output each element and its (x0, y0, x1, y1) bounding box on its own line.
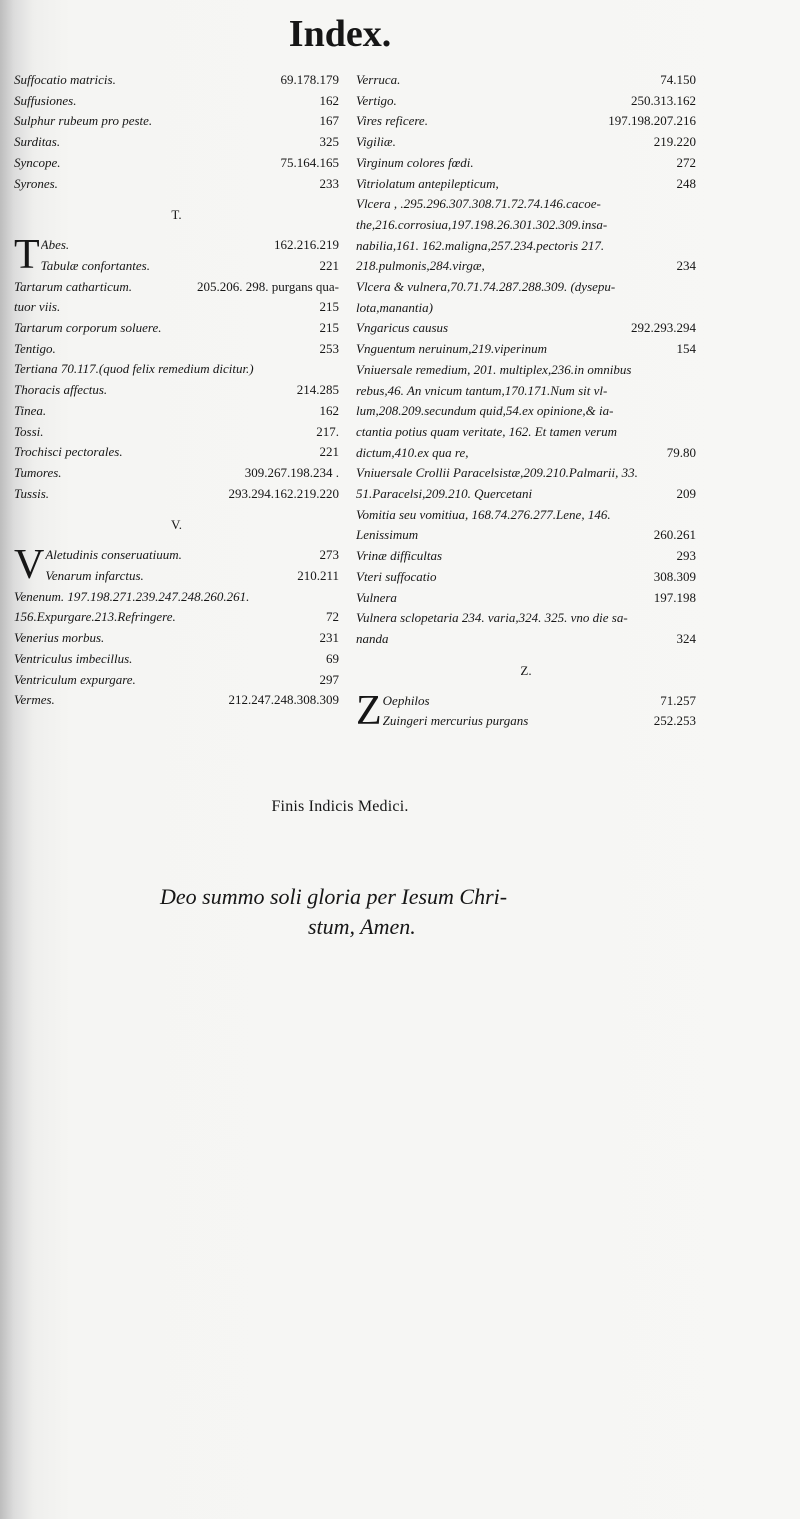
index-pages: 75.164.165 (280, 154, 339, 170)
index-term: Vngaricus causus (356, 320, 449, 336)
index-term: Tertiana 70.117.(quod felix remedium dicitur.) (14, 361, 254, 377)
index-pages: 297 (319, 671, 339, 687)
index-pages: 214.285 (296, 382, 339, 398)
index-term: Vertigo. (356, 92, 397, 108)
index-entry (356, 70, 696, 91)
index-term: Ventriculum expurgare. (14, 671, 136, 687)
section-letter-t: T. (171, 207, 182, 223)
index-term: Sulphur rubeum pro peste. (14, 113, 153, 129)
index-term: Vrinæ difficultas (356, 548, 443, 564)
dropcap-v: V (14, 542, 45, 589)
index-term: Ventriculus imbecillus. (14, 650, 133, 666)
index-term: nanda (356, 630, 389, 646)
index-entry (14, 91, 339, 112)
index-term: Aletudinis conseruatiuum. (45, 547, 182, 563)
index-term: nabilia,161. 162.maligna,257.234.pectoris 217. (356, 237, 605, 253)
index-entry (41, 235, 339, 256)
index-term: Vitriolatum antepilepticum, (356, 175, 499, 191)
index-entry (356, 443, 696, 464)
index-entry (14, 70, 339, 91)
index-entry (14, 132, 339, 153)
index-pages: 69 (326, 650, 339, 666)
index-pages: 210.211 (297, 568, 339, 584)
index-term: tuor viis. (14, 299, 61, 315)
index-pages: 217. (316, 423, 339, 439)
section-letter-v: V. (171, 517, 182, 533)
index-term: Syrones. (14, 175, 58, 191)
index-entry (14, 442, 339, 463)
index-entry (356, 401, 696, 422)
index-term: 156.Expurgare.213.Refringere. (14, 609, 176, 625)
index-entry (383, 711, 696, 732)
index-pages: 197.198.207.216 (608, 113, 696, 129)
index-entry (356, 381, 696, 402)
index-entry (356, 256, 696, 277)
index-term: Vteri suffocatio (356, 568, 437, 584)
index-entry (14, 422, 339, 443)
index-pages: 293 (676, 548, 696, 564)
index-term: Trochisci pectorales. (14, 444, 123, 460)
index-entry (14, 607, 339, 628)
index-entry (14, 380, 339, 401)
index-term: dictum,410.ex qua re, (356, 444, 469, 460)
section-letter-z: Z. (520, 662, 532, 678)
index-entry (14, 359, 339, 380)
index-pages: 72 (326, 609, 339, 625)
index-term: Vermes. (14, 692, 55, 708)
index-entry (14, 649, 339, 670)
index-group-v (14, 542, 339, 711)
index-entry (14, 153, 339, 174)
index-entry (41, 256, 339, 277)
index-pages: 253 (319, 340, 339, 356)
index-entry (356, 629, 696, 650)
index-entry (356, 111, 696, 132)
index-entry (356, 153, 696, 174)
dedication-line-1: Deo summo soli gloria per Iesum Chri- (160, 884, 508, 909)
index-term: Vlcera , .295.296.307.308.71.72.74.146.cacoe- (356, 196, 601, 212)
index-entry (356, 215, 696, 236)
index-term: Tumores. (14, 464, 62, 480)
index-pages: 250.313.162 (631, 92, 696, 108)
index-pages: 162 (319, 92, 339, 108)
index-term: Tentigo. (14, 340, 56, 356)
index-entry (45, 545, 339, 566)
index-entry (14, 484, 339, 505)
index-pages: 212.247.248.308.309 (228, 692, 339, 708)
index-pages: 162 (319, 402, 339, 418)
closing-dedication (160, 882, 620, 942)
index-term: Syncope. (14, 154, 61, 170)
index-term: rebus,46. An vnicum tantum,170.171.Num sit vl- (356, 382, 608, 398)
dropcap-z: Z (356, 687, 382, 734)
page-title: Index. (288, 13, 392, 55)
index-column-right (356, 70, 696, 732)
index-entry (356, 463, 696, 484)
dedication-line-2: stum, Amen. (308, 914, 416, 939)
index-entry (14, 463, 339, 484)
index-entry (14, 587, 339, 608)
index-term: Surditas. (14, 134, 61, 150)
index-pages: 215 (319, 299, 339, 315)
index-term: Vires reficere. (356, 113, 428, 129)
index-term: Tartarum corporum soluere. (14, 320, 162, 336)
index-pages: 221 (319, 444, 339, 460)
index-entry (356, 194, 696, 215)
index-pages: 260.261 (653, 527, 696, 543)
index-entry (356, 360, 696, 381)
index-term: Zuingeri mercurius purgans (382, 713, 529, 729)
index-pages: 293.294.162.219.220 (228, 485, 339, 501)
index-pages: 233 (319, 175, 339, 191)
index-entry (356, 567, 696, 588)
index-entry (14, 690, 339, 711)
index-entry (356, 546, 696, 567)
index-entry (14, 297, 339, 318)
index-term: Vnguentum neruinum,219.viperinum (356, 341, 548, 357)
index-term: Thoracis affectus. (14, 382, 108, 398)
index-entry (14, 628, 339, 649)
index-pages: 69.178.179 (280, 72, 339, 87)
index-term: Tartarum catharticum. (14, 278, 132, 294)
index-entry (383, 691, 696, 712)
index-term: Vulnera sclopetaria 234. varia,324. 325. vno die sa- (356, 610, 628, 626)
index-term: Suffusiones. (14, 92, 77, 108)
index-term: Venenum. 197.198.271.239.247.248.260.261. (14, 588, 250, 604)
index-pages: 205.206. 298. purgans qua- (196, 278, 339, 294)
index-pages: 167 (319, 113, 339, 129)
index-group-v-cont (356, 70, 696, 650)
index-pages: 325 (319, 134, 339, 150)
index-term: Vniuersale Crollii Paracelsistæ,209.210.Palmarii, 33. (356, 465, 638, 481)
index-term: Suffocatio matricis. (14, 72, 116, 87)
index-pages: 215 (319, 320, 339, 336)
finis-line: Finis Indicis Medici. (271, 798, 409, 815)
index-group-s (14, 70, 339, 194)
index-pages: 71.257 (660, 692, 696, 708)
index-pages: 162.216.219 (274, 237, 339, 253)
index-pages: 219.220 (653, 134, 696, 150)
index-entry (356, 588, 696, 609)
index-entry (45, 566, 339, 587)
index-pages: 272 (676, 154, 696, 170)
index-pages: 252.253 (653, 713, 696, 729)
index-term: Tossi. (14, 423, 44, 439)
index-entry (14, 174, 339, 195)
index-term: the,216.corrosiua,197.198.26.301.302.309.insa- (356, 216, 608, 232)
index-entry (356, 525, 696, 546)
index-entry (356, 298, 696, 319)
index-term: Verruca. (356, 72, 401, 87)
index-pages: 79.80 (666, 444, 696, 460)
index-term: Vulnera (356, 589, 397, 605)
index-term: Abes. (40, 237, 70, 253)
index-entry (356, 318, 696, 339)
index-column-left (14, 70, 339, 711)
index-entry (356, 236, 696, 257)
index-term: 218.pulmonis,284.virgæ, (356, 258, 485, 274)
index-term: Tinea. (14, 402, 47, 418)
index-pages: 234 (676, 258, 696, 274)
index-entry (356, 91, 696, 112)
index-term: Virginum colores fœdi. (356, 154, 474, 170)
index-entry (356, 132, 696, 153)
index-pages: 309.267.198.234 . (244, 464, 339, 480)
index-pages: 231 (319, 630, 339, 646)
index-term: Lenissimum (356, 527, 419, 543)
index-entry (14, 111, 339, 132)
index-pages: 74.150 (660, 72, 696, 87)
index-entry (356, 339, 696, 360)
index-pages: 154 (676, 341, 696, 357)
index-entry (14, 277, 339, 298)
index-entry (356, 422, 696, 443)
index-term: Tabulæ confortantes. (40, 257, 150, 273)
index-pages: 209 (676, 486, 696, 502)
index-pages: 324 (676, 630, 696, 646)
index-entry (356, 608, 696, 629)
index-pages: 308.309 (653, 568, 696, 584)
index-pages: 221 (319, 257, 339, 273)
index-entry (356, 484, 696, 505)
index-pages: 197.198 (653, 589, 696, 605)
index-entry (14, 670, 339, 691)
index-entry (356, 505, 696, 526)
index-pages: 292.293.294 (631, 320, 696, 336)
index-group-t (14, 232, 339, 504)
index-term: Venerius morbus. (14, 630, 105, 646)
index-term: Vniuersale remedium, 201. multiplex,236.in omnibus (356, 361, 632, 377)
index-term: Vomitia seu vomitiua, 168.74.276.277.Lene, 146. (356, 506, 611, 522)
dropcap-t: T (14, 232, 40, 279)
index-group-z (356, 687, 696, 734)
index-entry (14, 339, 339, 360)
index-pages: 248 (676, 175, 696, 191)
index-term: lota,manantia) (356, 299, 433, 315)
index-entry (14, 318, 339, 339)
index-term: Venarum infarctus. (45, 568, 144, 584)
index-term: lum,208.209.secundum quid,54.ex opinione,& ia- (356, 403, 614, 419)
index-entry (356, 277, 696, 298)
index-term: Tussis. (14, 485, 50, 501)
index-entry (356, 174, 696, 195)
index-term: 51.Paracelsi,209.210. Quercetani (356, 486, 533, 502)
index-entry (14, 401, 339, 422)
index-term: Vigiliæ. (356, 134, 396, 150)
index-pages: 273 (319, 547, 339, 563)
index-term: Oephilos (382, 692, 430, 708)
index-term: Vlcera & vulnera,70.71.74.287.288.309. (dysepu- (356, 279, 616, 295)
index-term: ctantia potius quam veritate, 162. Et tamen verum (356, 423, 618, 439)
